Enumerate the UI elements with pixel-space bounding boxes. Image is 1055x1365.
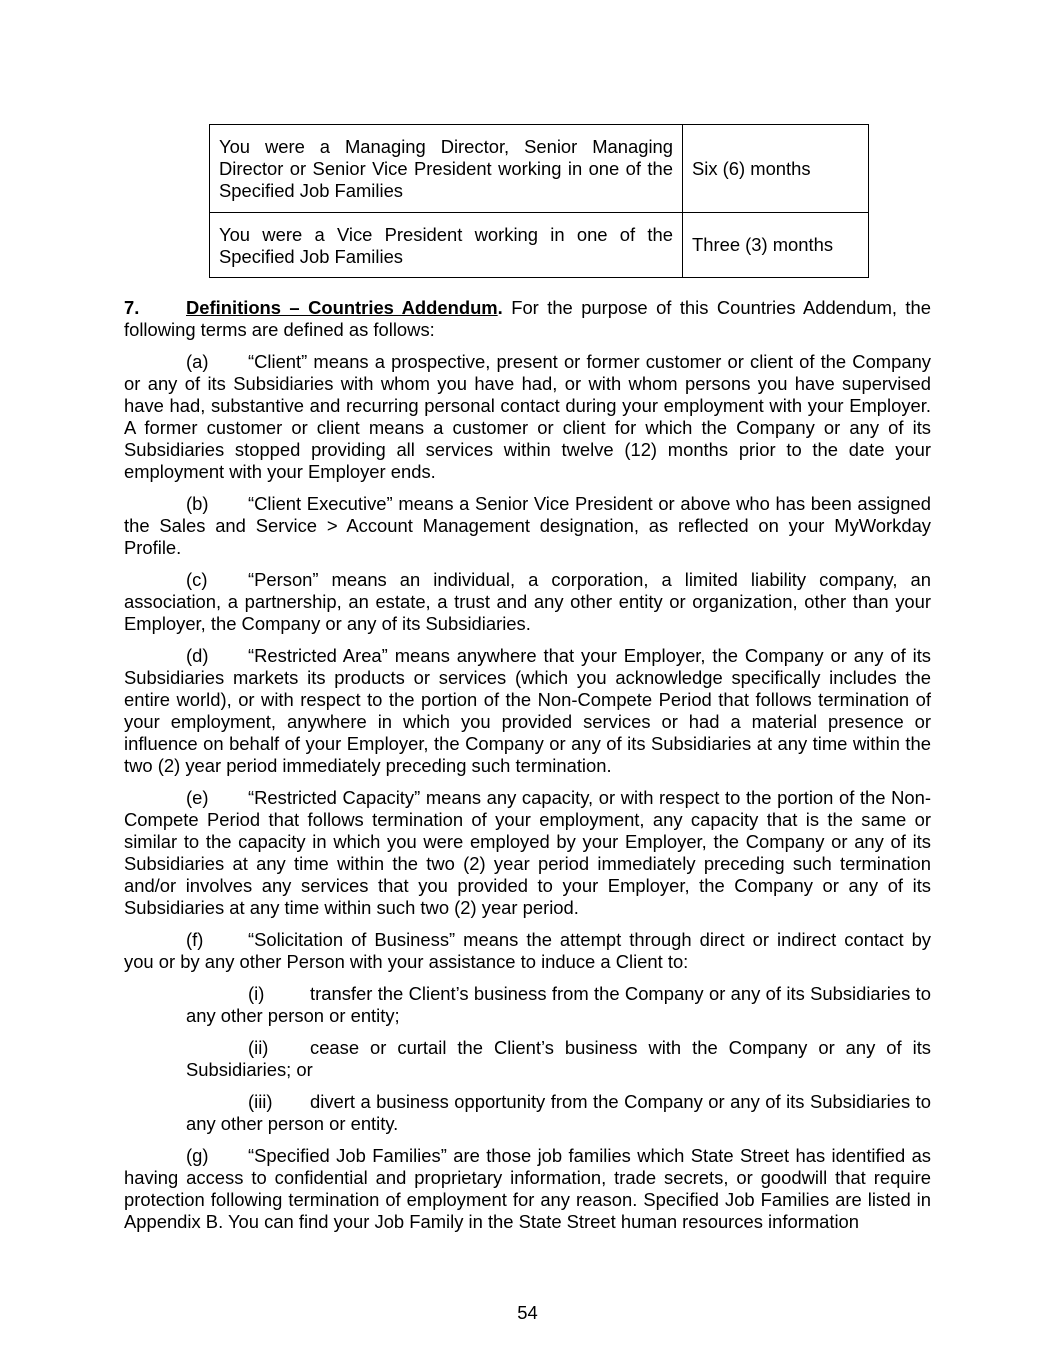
definition-text: “Specified Job Families” are those job families which State Street has identified as having access to confidential and proprietary information, trade secrets, or goodwill that require protection following termination of employment for any reason. Specified Job Families are listed in Appendix B. You can find your Job Family in the State Street human resources information bbox=[124, 1145, 931, 1232]
definition-e bbox=[124, 787, 931, 919]
definition-text: “Person” means an individual, a corporation, a limited liability company, an association, a partnership, an estate, a trust and any other entity or organization, other than your Employer, the Company or any of its Subsidiaries. bbox=[124, 569, 931, 634]
section-intro-text: For the purpose of this Countries Addendum, the following terms are defined as follows: bbox=[124, 297, 932, 340]
sub-item-text: divert a business opportunity from the Company or any of its Subsidiaries to any other person or entity. bbox=[186, 1091, 931, 1134]
definition-label: (g) bbox=[186, 1145, 209, 1166]
definition-label: (e) bbox=[186, 787, 209, 808]
definition-text: “Client” means a prospective, present or former customer or client of the Company or any of its Subsidiaries with whom you have had, or with whom persons you have supervised have had, substantive and recurring personal contact during your employment with your Employer. A former customer or client means a customer or client for which the Company or any of its Subsidiaries stopped providing all services within twelve (12) months prior to the date your employment with your Employer ends. bbox=[124, 351, 931, 482]
table-row bbox=[210, 213, 869, 278]
definition-label: (b) bbox=[186, 493, 209, 514]
section-heading: Definitions – Countries Addendum bbox=[186, 297, 498, 318]
definition-text: “Client Executive” means a Senior Vice President or above who has been assigned the Sales and Service > Account Management designation, as reflected on your MyWorkday Profile. bbox=[124, 493, 931, 558]
sub-item-label: (iii) bbox=[248, 1091, 273, 1112]
definition-a bbox=[124, 351, 931, 483]
table-cell-description: You were a Vice President working in one of the Specified Job Families bbox=[210, 213, 683, 278]
sub-item-ii bbox=[186, 1037, 931, 1081]
definition-d bbox=[124, 645, 931, 777]
sub-item-text: cease or curtail the Client’s business with the Company or any of its Subsidiaries; or bbox=[186, 1037, 931, 1080]
page-number: 54 bbox=[517, 1302, 538, 1323]
table-cell-period: Three (3) months bbox=[683, 213, 869, 278]
sub-item-label: (i) bbox=[248, 983, 265, 1004]
section-heading-period: . bbox=[497, 297, 503, 318]
section-7-intro bbox=[124, 297, 931, 341]
definition-label: (c) bbox=[186, 569, 208, 590]
section-number: 7. bbox=[124, 297, 140, 318]
definition-text: “Restricted Capacity” means any capacity, or with respect to the portion of the Non-Compete Period that follows termination of your employment, any capacity that is the same or similar to the capacity in which you were employed by your Employer, the Company or any of its Subsidiaries at any time within the two (2) year period immediately preceding such termination and/or involves any services that you provided to your Employer, the Company or any of its Subsidiaries at any time within such two (2) year period. bbox=[124, 787, 931, 918]
definition-label: (f) bbox=[186, 929, 204, 950]
sub-item-text: transfer the Client’s business from the Company or any of its Subsidiaries to any other person or entity; bbox=[186, 983, 931, 1026]
table-cell-description: You were a Managing Director, Senior Managing Director or Senior Vice President working in one of the Specified Job Families bbox=[210, 125, 683, 213]
definition-text: “Restricted Area” means anywhere that your Employer, the Company or any of its Subsidiaries markets its products or services (which you acknowledge specifically includes the entire world), or with respect to the portion of the Non-Compete Period that follows termination of your employment, anywhere in which you provided services or had a material presence or influence on behalf of your Employer, the Company or any of its Subsidiaries at any time within the two (2) year period immediately preceding such termination. bbox=[124, 645, 931, 776]
non-compete-period-table bbox=[209, 124, 869, 278]
sub-item-i bbox=[186, 983, 931, 1027]
definition-label: (a) bbox=[186, 351, 209, 372]
table-cell-period: Six (6) months bbox=[683, 125, 869, 213]
definition-c bbox=[124, 569, 931, 635]
table-row bbox=[210, 125, 869, 213]
definition-label: (d) bbox=[186, 645, 209, 666]
definition-b bbox=[124, 493, 931, 559]
definition-g bbox=[124, 1145, 931, 1233]
sub-item-label: (ii) bbox=[248, 1037, 269, 1058]
definition-f bbox=[124, 929, 931, 973]
document-body bbox=[124, 297, 931, 1233]
definition-text: “Solicitation of Business” means the attempt through direct or indirect contact by you or by any other Person with your assistance to induce a Client to: bbox=[124, 929, 931, 972]
sub-item-iii bbox=[186, 1091, 931, 1135]
